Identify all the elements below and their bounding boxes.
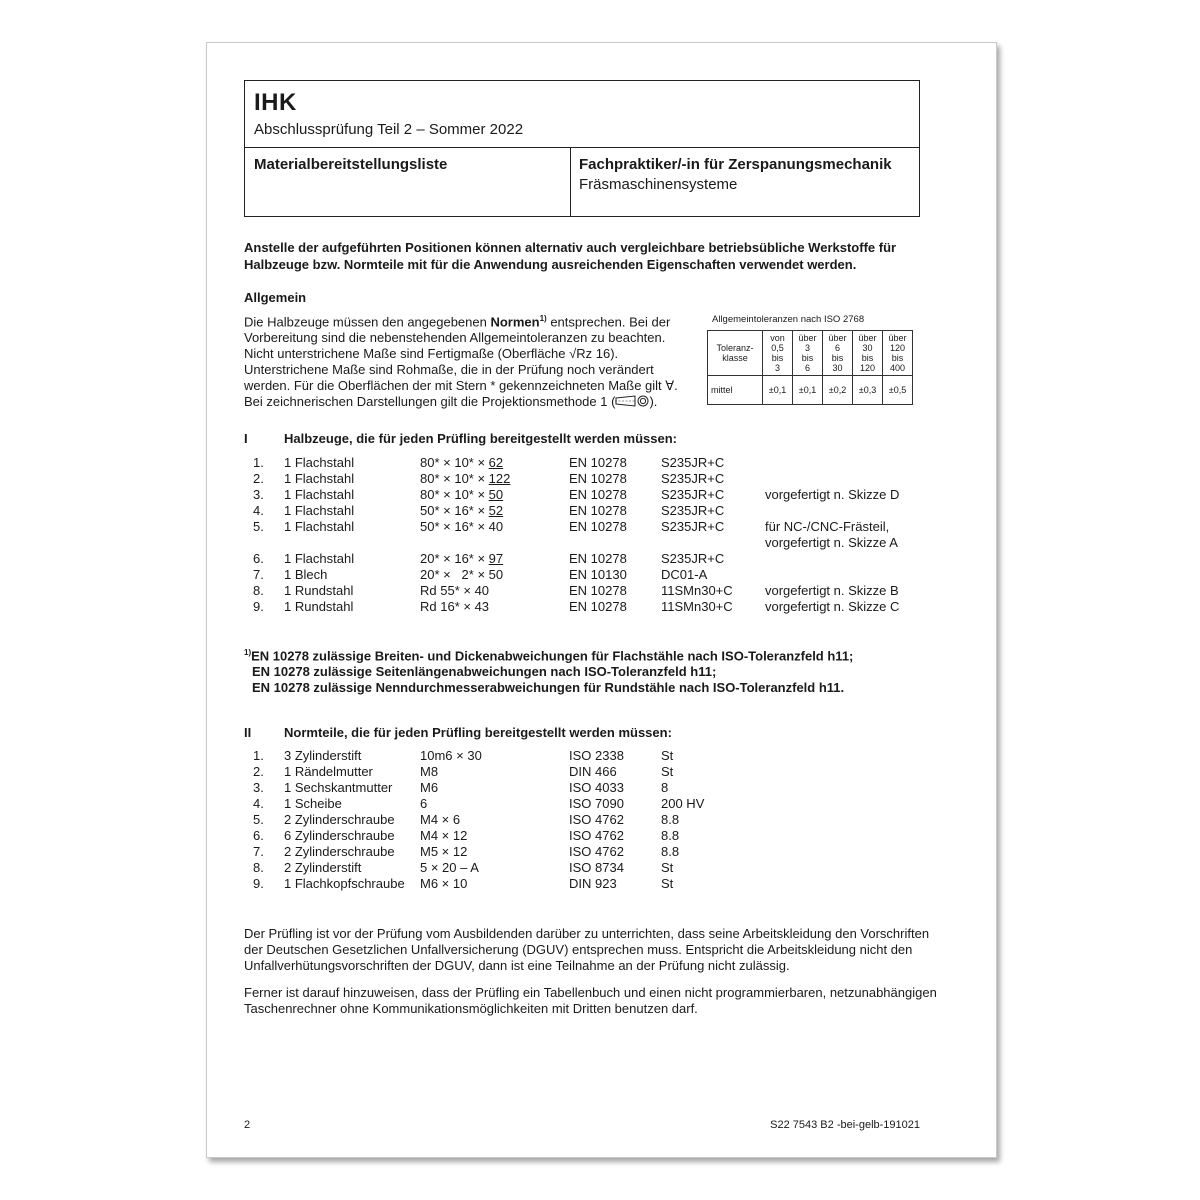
list-item-desc: 2 Zylinderschraube xyxy=(284,844,395,859)
list-item-material: 200 HV xyxy=(661,796,705,811)
list-item-dim: 80* × 10* × 50 xyxy=(420,487,504,502)
list-item-dim: 80* × 10* × 62 xyxy=(420,455,504,470)
list-item-material: S235JR+C xyxy=(661,519,725,534)
tolerance-value: ±0,1 xyxy=(793,376,823,405)
general-line-1: Die Halbzeuge müssen den angegebenen Normen$^{1)}$ entsprechen. Bei der xyxy=(244,314,671,330)
tolerance-value: ±0,5 xyxy=(883,376,913,405)
list-item-norm: EN 10278 xyxy=(569,487,627,502)
range-cell: über 120 bis 400 xyxy=(883,331,913,376)
list-item-desc: 1 Scheibe xyxy=(284,796,342,811)
list-item-desc: 1 Blech xyxy=(284,567,328,582)
list-item-desc: 1 Sechskantmutter xyxy=(284,780,393,795)
list-item-number: 7. xyxy=(253,567,264,582)
row-label-cell: mittel xyxy=(708,376,763,405)
list-item-desc: 1 Flachstahl xyxy=(284,471,355,486)
list-item-desc: 1 Rundstahl xyxy=(284,583,354,598)
document-page xyxy=(206,42,997,1158)
list-item-dim: 6 xyxy=(420,796,428,811)
header-title: IHK xyxy=(254,89,297,116)
tolerance-value-row xyxy=(708,376,913,405)
list-item-number: 3. xyxy=(253,487,264,502)
list-item-note: vorgefertigt n. Skizze B xyxy=(765,583,899,598)
list-item-number: 1. xyxy=(253,748,264,763)
list-item-dim: M4 × 12 xyxy=(420,828,468,843)
list-item-dim: 10m6 × 30 xyxy=(420,748,482,763)
list-item-norm: DIN 466 xyxy=(569,764,617,779)
intro-note-line: Anstelle der aufgeführten Positionen können alternativ auch vergleichbare betriebsübliche Werkstoffe für xyxy=(244,240,897,255)
general-line-5: werden. Für die Oberflächen der mit Stern * gekennzeichneten Maße gilt ∀. xyxy=(244,378,678,394)
class-header-cell: Toleranz- klasse xyxy=(708,331,763,376)
list-item-desc: 1 Flachstahl xyxy=(284,455,355,470)
list-item-dim: 50* × 16* × 52 xyxy=(420,503,504,518)
tolerance-header-row xyxy=(708,331,913,376)
list-item-desc: 6 Zylinderschraube xyxy=(284,828,395,843)
list-item-dim: M6 xyxy=(420,780,439,795)
doc-code: S22 7543 B2 -bei-gelb-191021 xyxy=(770,1119,920,1131)
list-item-norm: DIN 923 xyxy=(569,876,617,891)
list-item-norm: EN 10278 xyxy=(569,471,627,486)
page-number: 2 xyxy=(244,1119,251,1131)
section1-title: Halbzeuge, die für jeden Prüfling bereitgestellt werden müssen: xyxy=(284,431,677,446)
list-item-desc: 1 Flachkopfschraube xyxy=(284,876,405,891)
list-item-material: S235JR+C xyxy=(661,471,725,486)
list-item-norm: ISO 4033 xyxy=(569,780,624,795)
list-item-dim: Rd 16* × 43 xyxy=(420,599,490,614)
list-item-material: St xyxy=(661,764,674,779)
list-item-material: 8.8 xyxy=(661,812,680,827)
list-item-material: DC01-A xyxy=(661,567,708,582)
list-item-number: 2. xyxy=(253,764,264,779)
list-item-norm: EN 10278 xyxy=(569,599,627,614)
closing-paragraph-2: Ferner ist darauf hinzuweisen, dass der Prüfling ein Tabellenbuch und einen nicht programmierbaren, netzunabhängigen Taschenrechner ohne Kommunikationsmöglichkeiten mit Dritten benutzen darf. xyxy=(244,985,937,1016)
list-item-number: 7. xyxy=(253,844,264,859)
header-left-cell xyxy=(245,148,571,216)
general-line-2: Vorbereitung sind die nebenstehenden Allgemeintoleranzen zu beachten. xyxy=(244,330,666,346)
list-item-material: 8.8 xyxy=(661,844,680,859)
list-item-desc: 1 Flachstahl xyxy=(284,487,355,502)
tolerance-table xyxy=(707,330,913,405)
list-item-number: 4. xyxy=(253,796,264,811)
footnote-line: EN 10278 zulässige Nenndurchmesserabweichungen für Rundstähle nach ISO-Toleranzfeld h11. xyxy=(252,680,845,696)
tolerance-caption: Allgemeintoleranzen nach ISO 2768 xyxy=(712,314,865,325)
general-heading: Allgemein xyxy=(244,290,307,305)
footnote xyxy=(244,645,853,696)
list-item-dim: 20* × 2* × 50 xyxy=(420,567,504,582)
list-item-material: St xyxy=(661,876,674,891)
tolerance-value: ±0,1 xyxy=(763,376,793,405)
list-item-norm: EN 10278 xyxy=(569,583,627,598)
list-item-desc: 1 Rändelmutter xyxy=(284,764,373,779)
list-item-dim: 5 × 20 – A xyxy=(420,860,479,875)
range-cell: von 0,5 bis 3 xyxy=(763,331,793,376)
list-item-desc: 1 Flachstahl xyxy=(284,519,355,534)
list-item-desc: 2 Zylinderstift xyxy=(284,860,362,875)
list-item-material: S235JR+C xyxy=(661,503,725,518)
profession-label: Fachpraktiker/-in für Zerspanungsmechanik xyxy=(579,156,892,173)
intro-note xyxy=(244,239,924,273)
list-item-desc: 1 Flachstahl xyxy=(284,551,355,566)
general-line-3: Nicht unterstrichene Maße sind Fertigmaße (Oberfläche √Rz 16). xyxy=(244,346,619,362)
tolerance-value: ±0,2 xyxy=(823,376,853,405)
list-item-norm: ISO 2338 xyxy=(569,748,624,763)
doc-label: Materialbereitstellungsliste xyxy=(254,156,448,173)
range-cell: über 30 bis 120 xyxy=(853,331,883,376)
list-item-norm: EN 10278 xyxy=(569,519,627,534)
list-item-number: 1. xyxy=(253,455,264,470)
header-subtitle: Abschlussprüfung Teil 2 – Sommer 2022 xyxy=(254,121,524,138)
list-item-material: S235JR+C xyxy=(661,551,725,566)
list-item-norm: ISO 4762 xyxy=(569,844,624,859)
list-item-desc: 1 Flachstahl xyxy=(284,503,355,518)
general-line-6: Bei zeichnerischen Darstellungen gilt die Projektionsmethode 1 ( ). xyxy=(244,394,658,410)
list-item-norm: EN 10278 xyxy=(569,551,627,566)
list-item-note: vorgefertigt n. Skizze C xyxy=(765,599,900,614)
range-cell: über 6 bis 30 xyxy=(823,331,853,376)
list-item-dim: 20* × 16* × 97 xyxy=(420,551,504,566)
list-item-norm: EN 10278 xyxy=(569,503,627,518)
list-item-dim: M4 × 6 xyxy=(420,812,461,827)
section1-number: I xyxy=(244,431,248,446)
general-text xyxy=(244,311,694,410)
list-item-norm: ISO 7090 xyxy=(569,796,624,811)
footnote-line: EN 10278 zulässige Seitenlängenabweichungen nach ISO-Toleranzfeld h11; xyxy=(252,664,717,680)
list-item-note: für NC-/CNC-Frästeil, xyxy=(765,519,890,534)
list-item-material: 11SMn30+C xyxy=(661,583,733,598)
list-item-material: S235JR+C xyxy=(661,455,725,470)
list-item-dim: M6 × 10 xyxy=(420,876,468,891)
section2-number: II xyxy=(244,725,252,740)
list-item-number: 8. xyxy=(253,583,264,598)
footnote-line: $^{1)}$EN 10278 zulässige Breiten- und Dickenabweichungen für Flachstähle nach ISO-Toleranzfeld h11; xyxy=(244,648,854,664)
list-item-number: 5. xyxy=(253,812,264,827)
list-item-material: 8 xyxy=(661,780,669,795)
list-item-number: 3. xyxy=(253,780,264,795)
list-item-material: S235JR+C xyxy=(661,487,725,502)
list-item-desc: 2 Zylinderschraube xyxy=(284,812,395,827)
range-cell: über 3 bis 6 xyxy=(793,331,823,376)
closing-paragraph-1: Der Prüfling ist vor der Prüfung vom Ausbildenden darüber zu unterrichten, dass seine Arbeitskleidung den Vorschriften der Deutschen Gesetzlichen Unfallversicherung (DGUV) entsprechen muss. Entspricht die Arbeitskleidung nicht den Unfallverhütungsvorschriften der DGUV, dann ist eine Teilnahme an der Prüfung nicht zulässig. xyxy=(244,926,930,973)
list-item-number: 4. xyxy=(253,503,264,518)
list-item-number: 2. xyxy=(253,471,264,486)
section2-title: Normteile, die für jeden Prüfling bereitgestellt werden müssen: xyxy=(284,725,672,740)
list-item-material: 11SMn30+C xyxy=(661,599,733,614)
list-item-material: 8.8 xyxy=(661,828,680,843)
list-item-material: St xyxy=(661,748,674,763)
list-item-norm: ISO 4762 xyxy=(569,828,624,843)
list-item-dim: Rd 55* × 40 xyxy=(420,583,490,598)
list-item-material: St xyxy=(661,860,674,875)
list-item-desc: 1 Rundstahl xyxy=(284,599,354,614)
list-item-norm: ISO 4762 xyxy=(569,812,624,827)
specialization-label: Fräsmaschinensysteme xyxy=(579,176,738,193)
list-item-norm: EN 10130 xyxy=(569,567,627,582)
header-box xyxy=(244,80,920,217)
list-item-norm: EN 10278 xyxy=(569,455,627,470)
projection-method-icon xyxy=(615,394,649,408)
list-item-note: vorgefertigt n. Skizze A xyxy=(765,535,898,550)
list-item-number: 5. xyxy=(253,519,264,534)
list-item-norm: ISO 8734 xyxy=(569,860,624,875)
list-item-desc: 3 Zylinderstift xyxy=(284,748,362,763)
intro-note-line: Halbzeuge bzw. Normteile mit für die Anwendung ausreichenden Eigenschaften verwendet werden. xyxy=(244,257,857,272)
list-item-number: 9. xyxy=(253,599,264,614)
header-top xyxy=(245,81,919,148)
list-item-number: 9. xyxy=(253,876,264,891)
list-item-dim: M8 xyxy=(420,764,439,779)
list-item-dim: 50* × 16* × 40 xyxy=(420,519,504,534)
list-item-note: vorgefertigt n. Skizze D xyxy=(765,487,900,502)
tolerance-value: ±0,3 xyxy=(853,376,883,405)
list-item-number: 6. xyxy=(253,551,264,566)
list-item-number: 8. xyxy=(253,860,264,875)
list-item-dim: M5 × 12 xyxy=(420,844,468,859)
list-item-number: 6. xyxy=(253,828,264,843)
general-line-4: Unterstrichene Maße sind Rohmaße, die in der Prüfung noch verändert xyxy=(244,362,654,378)
list-item-dim: 80* × 10* × 122 xyxy=(420,471,511,486)
